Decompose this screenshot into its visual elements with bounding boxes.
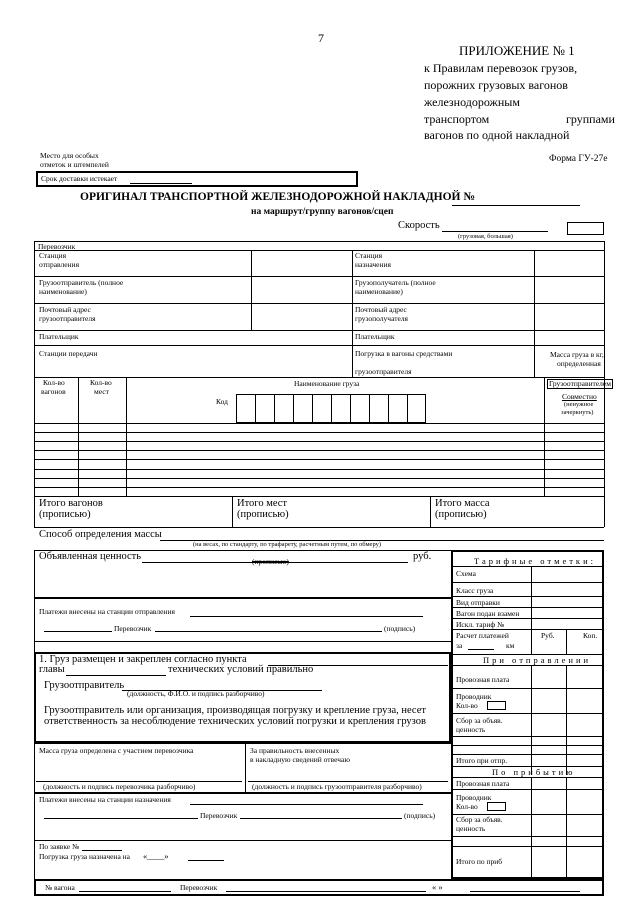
correctness-hint: (должность и подпись грузоотправителя разборчиво) [252,782,422,791]
consignee-address-label: Почтовый адрес [355,305,407,314]
departure-fee-label: Сбор за объяв. [456,716,503,725]
tariff-title: Тарифные отметки: [474,556,596,566]
payer-right-label: Плательщик [355,332,395,341]
speed-hint: (грузовая, большая) [458,233,513,240]
form-code: Форма ГУ-27е [549,154,608,164]
mass-joint-hint: (ненужное [564,401,594,408]
order-date-label: Погрузка груза назначена на [39,852,130,861]
departure-freight-label: Провозная плата [456,675,510,684]
placement-shipper-hint: (должность, Ф.И.О. и подпись разборчиво) [127,689,265,698]
footer-wagon-label: № вагона [45,883,75,892]
total-wagons-label: (прописью) [39,509,91,520]
correctness-label: в накладную сведений отвечаю [250,755,350,764]
correctness-label: За правильность внесенных [250,746,340,755]
document-subtitle: на маршрут/группу вагонов/сцеп [251,207,394,217]
tariff-row-label: Класс груза [456,586,494,595]
payments-departure-line[interactable] [190,616,423,617]
total-wagons-label: Итого вагонов [39,498,103,509]
col-name-label: Наименование груза [294,379,360,388]
footer-carrier-line[interactable] [226,891,426,892]
tariff-km-line[interactable] [468,649,494,650]
speed-line[interactable] [442,231,548,232]
arrival-escort-count-box[interactable] [487,802,506,811]
appendix-line: вагонов по одной накладной [424,128,570,142]
departure-station-label: Станция [39,251,67,260]
departure-block-title: При отправлении [483,655,592,665]
departure-station-label: отправления [39,260,80,269]
mass-joint-option[interactable]: Совместно [562,392,597,401]
tariff-row-label: Искл. тариф № [456,620,505,629]
declared-value-label: Объявленная ценность [39,551,142,562]
mass-carrier-label: Масса груза определена с участием перевозчика [39,746,194,755]
loading-label: Погрузка в вагоны средствами [355,349,453,358]
tariff-calc-label: за [456,641,463,650]
departure-fee-label: ценность [456,725,486,734]
order-date[interactable]: «____» [143,851,169,861]
placement-text: технических условий правильно [168,664,314,675]
delivery-deadline-line[interactable] [130,183,192,184]
mass-label: определенная [557,359,601,368]
tariff-row-label: Вид отправки [456,598,500,607]
document-title: ОРИГИНАЛ ТРАНСПОРТНОЙ ЖЕЛЕЗНОДОРОЖНОЙ НАКЛАДНОЙ № [80,191,475,203]
footer-wagon-line[interactable] [79,891,171,892]
payments-departure-amount-line[interactable] [44,631,112,632]
shipper-address-label: Почтовый адрес [39,305,91,314]
col-wagons-label: Кол-во [43,378,65,387]
payments-departure-carrier-line[interactable] [155,631,382,632]
mass-method-hint: (на весах, по стандарту, по трафарету, расчетным путем, по обмеру) [193,541,382,548]
arrival-total-label: Итого по приб [456,857,503,866]
loading-label: грузоотправителя [355,367,412,376]
stamp-area-label: Место для особых [40,151,99,160]
shipper-label: Грузоотправитель (полное [39,278,124,287]
mass-by-shipper-option[interactable]: Грузоотправителем [549,379,611,388]
tariff-row-label: Вагон подан взамен [456,609,520,618]
footer-date[interactable]: « » [432,882,443,892]
arrival-block-title: По прибытию [492,767,576,777]
total-mass-label: (прописью) [435,509,487,520]
total-places-label: (прописью) [237,509,289,520]
placement-responsibility: Грузоотправитель или организация, производящая погрузку и крепление груза, несет [44,705,426,716]
payments-destination-amount-line[interactable] [44,818,198,819]
payments-destination-label: Платежи внесены на станции назначения [39,795,171,804]
footer-carrier-label: Перевозчик [180,883,218,892]
order-date-line[interactable] [188,860,224,861]
total-places-label: Итого мест [237,498,288,509]
declared-value-hint: (прописью) [252,557,289,566]
placement-shipper-label: Грузоотправитель [44,680,125,691]
appendix-title: ПРИЛОЖЕНИЕ № 1 [459,43,575,58]
arrival-freight-label: Провозная плата [456,779,510,788]
departure-escort-count-box[interactable] [487,701,506,710]
col-wagons-label: вагонов [41,387,66,396]
appendix-line: к Правилам перевозок грузов, [424,61,578,75]
col-places-label: Кол-во [90,378,112,387]
appendix-line: транспортом [424,112,490,126]
document-number-line[interactable] [452,205,580,206]
arrival-fee-label: Сбор за объяв. [456,815,503,824]
delivery-deadline-label: Срок доставки истекает [41,174,118,183]
arrival-escort-label: Проводник [456,793,492,802]
consignee-address-label: грузополучателя [355,314,409,323]
carrier-label: Перевозчик [38,242,76,251]
payments-destination-line[interactable] [190,804,423,805]
tariff-calc-label: км [506,641,515,650]
shipper-address-label: грузоотправителя [39,314,96,323]
transfer-stations-label: Станции передачи [39,349,98,358]
order-number-line[interactable] [82,850,122,851]
departure-escort-label: Проводник [456,692,492,701]
arrival-fee-label: ценность [456,824,486,833]
payments-destination-carrier-line[interactable] [240,818,402,819]
stamp-area-label: отметок и штемпелей [40,160,109,169]
consignee-label: Грузополучатель (полное [355,278,436,287]
code-label: Код [216,397,228,406]
footer-strip [34,879,604,896]
appendix-line: железнодорожным [424,95,520,109]
payer-left-label: Плательщик [39,332,79,341]
shipper-label: наименование) [39,287,87,296]
arrival-escort-label: Кол-во [456,802,478,811]
mass-method-label: Способ определения массы [39,529,162,540]
payments-destination-signature: (подпись) [404,811,436,820]
tariff-row-label: Схема [456,569,476,578]
order-label: По заявке № [39,842,80,851]
speed-label: Скорость [398,220,440,231]
mass-joint-hint: зачеркнуть) [561,409,594,416]
appendix-line: группами [566,112,615,126]
destination-station-label: Станция [355,251,383,260]
tariff-kop-label: Коп. [583,631,598,640]
departure-total-label: Итого при отпр. [456,756,508,765]
consignee-label: наименование) [355,287,403,296]
destination-station-label: назначения [355,260,391,269]
mass-label: Масса груза в кг, [550,350,604,359]
payments-departure-label: Платежи внесены на станции отправления [39,607,175,616]
tariff-calc-label: Расчет платежей [456,631,509,640]
placement-responsibility: ответственность за несоблюдение технических условий погрузки и крепления грузов [44,716,426,727]
tariff-rub-label: Руб. [541,631,555,640]
placement-text: 1. Груз размещен и закреплен согласно пункта [39,654,247,665]
declared-value-unit: руб. [413,551,432,562]
footer-date-line[interactable] [470,891,580,892]
speed-code-box[interactable] [567,222,604,235]
placement-chapter-line[interactable] [66,675,166,676]
payments-departure-carrier: Перевозчик [114,624,152,633]
mass-carrier-hint: (должность и подпись перевозчика разборчиво) [43,782,196,791]
placement-chapter-label: главы [39,664,65,675]
payments-departure-signature: (подпись) [384,624,416,633]
appendix-line: порожних грузовых вагонов [424,78,568,92]
col-places-label: мест [94,387,109,396]
total-mass-label: Итого масса [435,498,490,509]
page-number: 7 [318,31,324,45]
payments-destination-carrier: Перевозчик [200,811,238,820]
departure-escort-label: Кол-во [456,701,478,710]
